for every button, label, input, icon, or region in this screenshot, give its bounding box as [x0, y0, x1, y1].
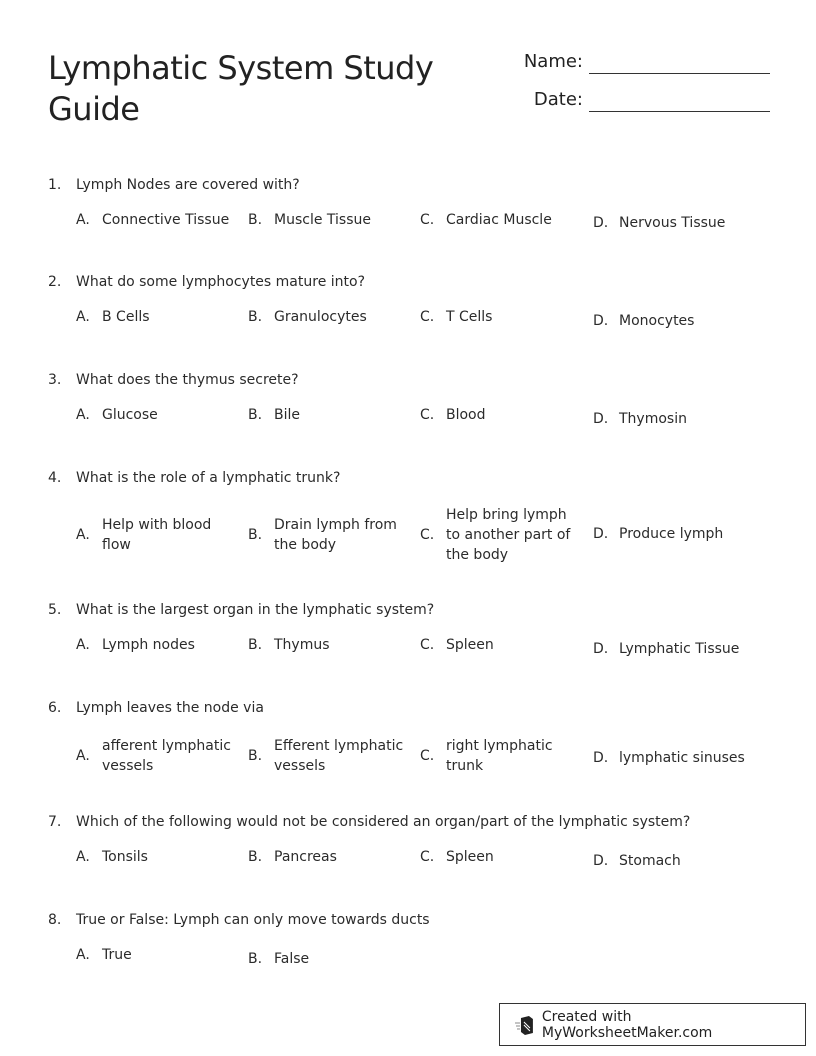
question-5	[48, 601, 788, 695]
option-d: D. Thymosin	[593, 411, 687, 427]
question-text: Which of the following would not be considered an organ/part of the lymphatic system?	[76, 814, 691, 830]
question-4	[48, 469, 788, 563]
option-b: B. False	[248, 951, 310, 967]
question-8	[48, 911, 788, 1005]
question-text: Lymph leaves the node via	[76, 700, 264, 716]
question-text: What do some lymphocytes mature into?	[76, 274, 366, 290]
date-blank-line	[589, 88, 770, 112]
question-text: What does the thymus secrete?	[76, 372, 299, 388]
badge-text: Created with MyWorksheetMaker.com	[541, 1008, 713, 1041]
option-a: A. B Cells	[76, 309, 150, 325]
question-1	[48, 176, 788, 270]
option-c: C. Cardiac Muscle	[420, 212, 552, 228]
option-b: B. Drain lymph from the body	[248, 517, 397, 553]
question-text: True or False: Lymph can only move towards ducts	[76, 912, 430, 928]
option-b: B. Granulocytes	[248, 309, 367, 325]
option-b: B. Bile	[248, 407, 300, 423]
question-number: 7.	[48, 814, 62, 830]
page-title: Lymphatic System Study Guide	[48, 49, 434, 128]
option-a: A. Glucose	[76, 407, 158, 423]
option-b: B. Pancreas	[248, 849, 337, 865]
question-text: What is the largest organ in the lymphatic system?	[76, 602, 435, 618]
question-text: What is the role of a lymphatic trunk?	[76, 470, 341, 486]
question-7	[48, 813, 788, 907]
option-d: D. Monocytes	[593, 313, 695, 329]
option-d: D. lymphatic sinuses	[593, 750, 745, 766]
question-number: 4.	[48, 470, 62, 486]
name-blank-line	[589, 50, 770, 74]
option-c: C. Blood	[420, 407, 486, 423]
option-c: C. Help bring lymph to another part of the body	[420, 507, 571, 563]
question-number: 1.	[48, 177, 62, 193]
option-b: B. Thymus	[248, 637, 330, 653]
option-d: D. Lymphatic Tissue	[593, 641, 740, 657]
worksheet-maker-logo-icon	[514, 1014, 536, 1036]
question-number: 5.	[48, 602, 62, 618]
option-a: A. Help with blood flow	[76, 517, 212, 553]
question-6	[48, 699, 788, 793]
option-a: A. Connective Tissue	[76, 212, 230, 228]
option-a: A. Tonsils	[76, 849, 148, 865]
option-c: C. T Cells	[420, 309, 493, 325]
option-d: D. Produce lymph	[593, 526, 724, 542]
option-c: C. right lymphatic trunk	[420, 738, 553, 774]
question-number: 2.	[48, 274, 62, 290]
option-c: C. Spleen	[420, 849, 494, 865]
question-3	[48, 371, 788, 465]
question-2	[48, 273, 788, 367]
option-d: D. Stomach	[593, 853, 681, 869]
option-a: A. Lymph nodes	[76, 637, 195, 653]
created-with-badge[interactable]	[499, 1003, 806, 1046]
option-c: C. Spleen	[420, 637, 494, 653]
name-label: Name:	[523, 51, 583, 72]
date-field	[470, 88, 770, 112]
question-number: 6.	[48, 700, 62, 716]
question-text: Lymph Nodes are covered with?	[76, 177, 300, 193]
option-a: A. True	[76, 947, 132, 963]
question-number: 3.	[48, 372, 62, 388]
question-number: 8.	[48, 912, 62, 928]
option-b: B. Efferent lymphatic vessels	[248, 738, 404, 774]
option-b: B. Muscle Tissue	[248, 212, 371, 228]
option-a: A. afferent lymphatic vessels	[76, 738, 231, 774]
name-field	[470, 50, 770, 74]
date-label: Date:	[533, 89, 583, 110]
option-d: D. Nervous Tissue	[593, 215, 726, 231]
